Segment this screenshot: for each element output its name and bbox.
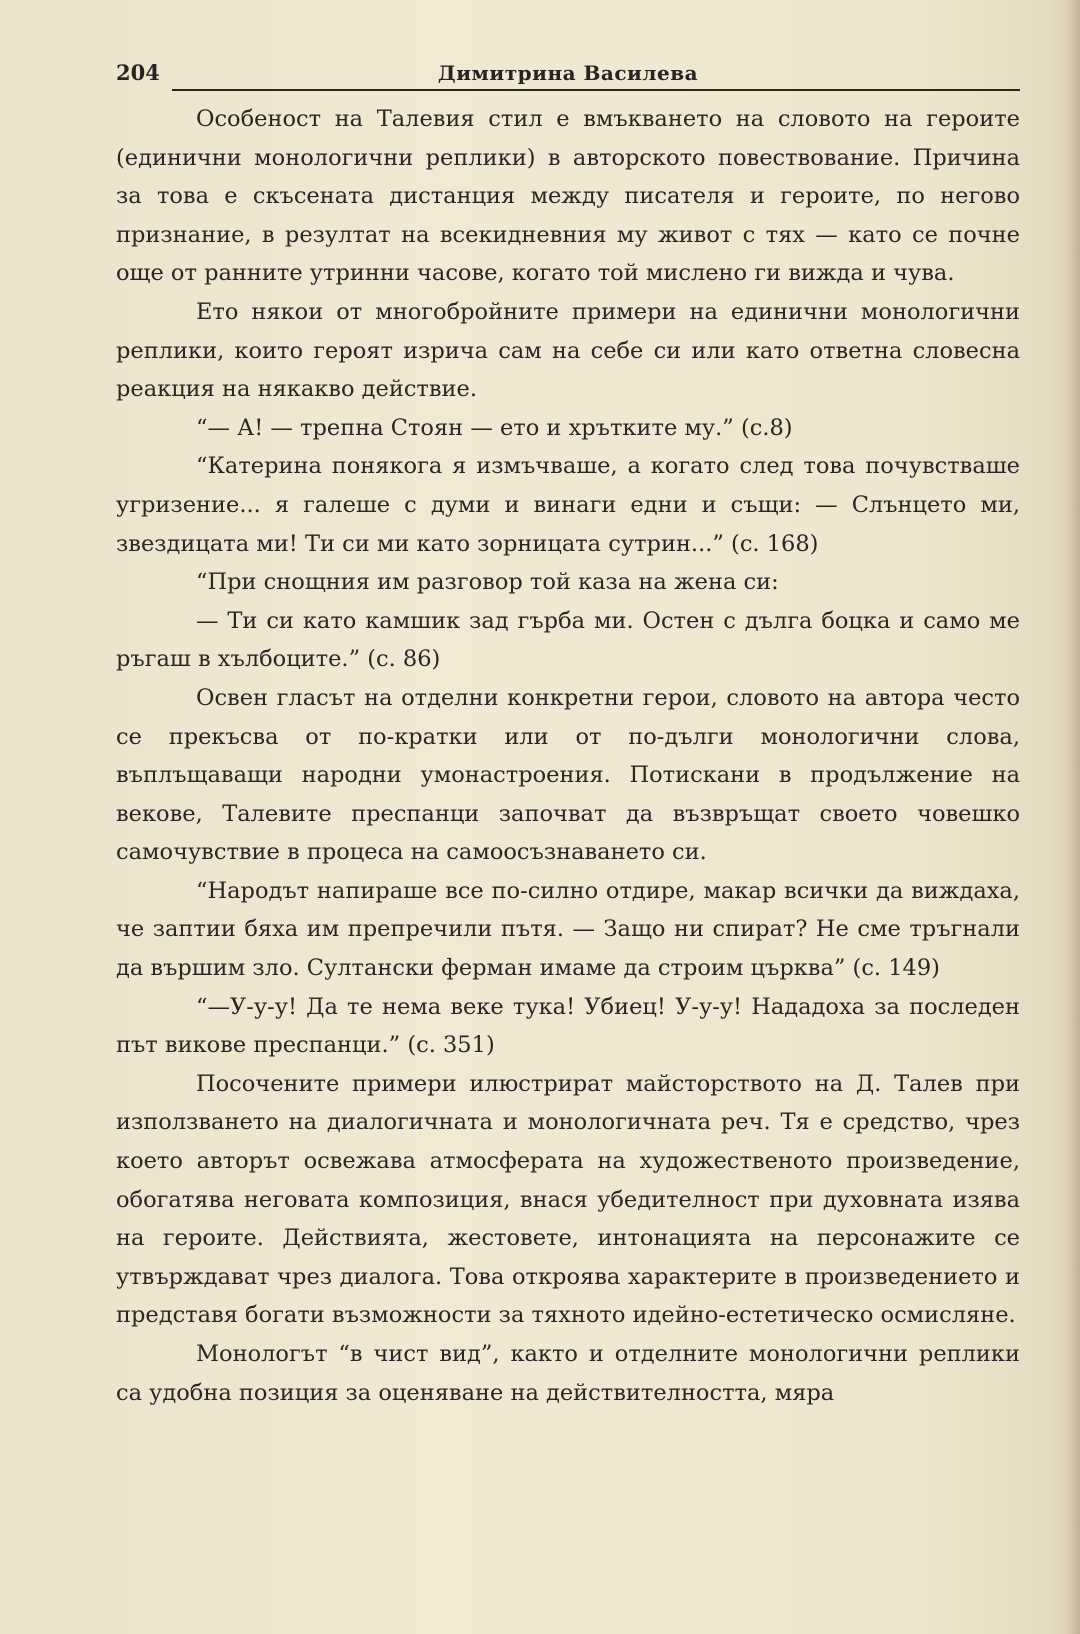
header-rule bbox=[172, 89, 1020, 91]
quote-paragraph: “Катерина понякога я измъчваше, а когато след това почувстваше угризение... я галеше с думи и винаги едни и същи: — Слънцето ми, звездицата ми! Ти си ми като зорницата сутрин...” (с. 168) bbox=[116, 453, 1020, 557]
quote-paragraph: “— А! — трепна Стоян — ето и хрътките му.” (с.8) bbox=[196, 414, 793, 441]
paragraph: Монологът “в чист вид”, както и отделните монологични реплики са удобна позиция за оценяване на действителността, мяра bbox=[116, 1341, 1020, 1406]
page-number: 204 bbox=[116, 60, 160, 85]
quote-paragraph: “Народът напираше все по-силно отдире, макар всички да виждаха, че заптии бяха им препречили пътя. — Защо ни спират? Не сме тръгнали да вършим зло. Султански ферман имаме да строим църква” (с. 149) bbox=[116, 877, 1020, 982]
running-title: Димитрина Василева bbox=[437, 61, 699, 85]
body-text bbox=[116, 100, 1020, 1412]
page-edge-shadow bbox=[1066, 0, 1080, 1634]
paragraph: Особеност на Талевия стил е вмъкването на словото на героите (единични монологични реплики) в авторското повествование. Причина за това е скъсената дистанция между писателя и героите, по негово признание, в резултат на всекидневния му живот с тях — като се почне още от ранните утринни часове, когато той мислено ги вижда и чува. bbox=[116, 106, 1020, 287]
paragraph: Ето някои от многобройните примери на единични монологични реплики, които героят изрича сам на себе си или като ответна словесна реакция на някакво действие. bbox=[116, 298, 1020, 403]
quote-paragraph: — Ти си като камшик зад гърба ми. Остен с дълга боцка и само ме ръгаш в хълбоците.” (с. 86) bbox=[116, 607, 1020, 673]
paragraph: Освен гласът на отделни конкретни герои, словото на автора често се прекъсва от по-кратки или от по-дълги монологични слова, въплъщаващи народни умонастроения. Потискани в продължение на векове, Талевите преспанци започват да възвръщат своето човешко самочувствие в процеса на самоосъзнаването си. bbox=[116, 684, 1020, 866]
page-header bbox=[116, 58, 1020, 92]
paragraph: Посочените примери илюстрират майсторството на Д. Талев при използването на диалогичната и монологичната реч. Тя е средство, чрез което авторът освежава атмосферата на художественото произведение, обогатява неговата композиция, внася убедителност при духовната изява на героите. Действията, жестовете, интонацията на персонажите се утвърждават чрез диалога. Това откроява характерите в произведението и представя богати възможности за тяхното идейно-естетическо осмисляне. bbox=[116, 1070, 1020, 1329]
quote-paragraph: “При снощния им разговор той каза на жена си: bbox=[196, 569, 779, 596]
quote-paragraph: “—У-у-у! Да те нема веке тука! Убиец! У-у-у! Нададоха за последен път викове преспанци.” (с. 351) bbox=[116, 993, 1020, 1059]
